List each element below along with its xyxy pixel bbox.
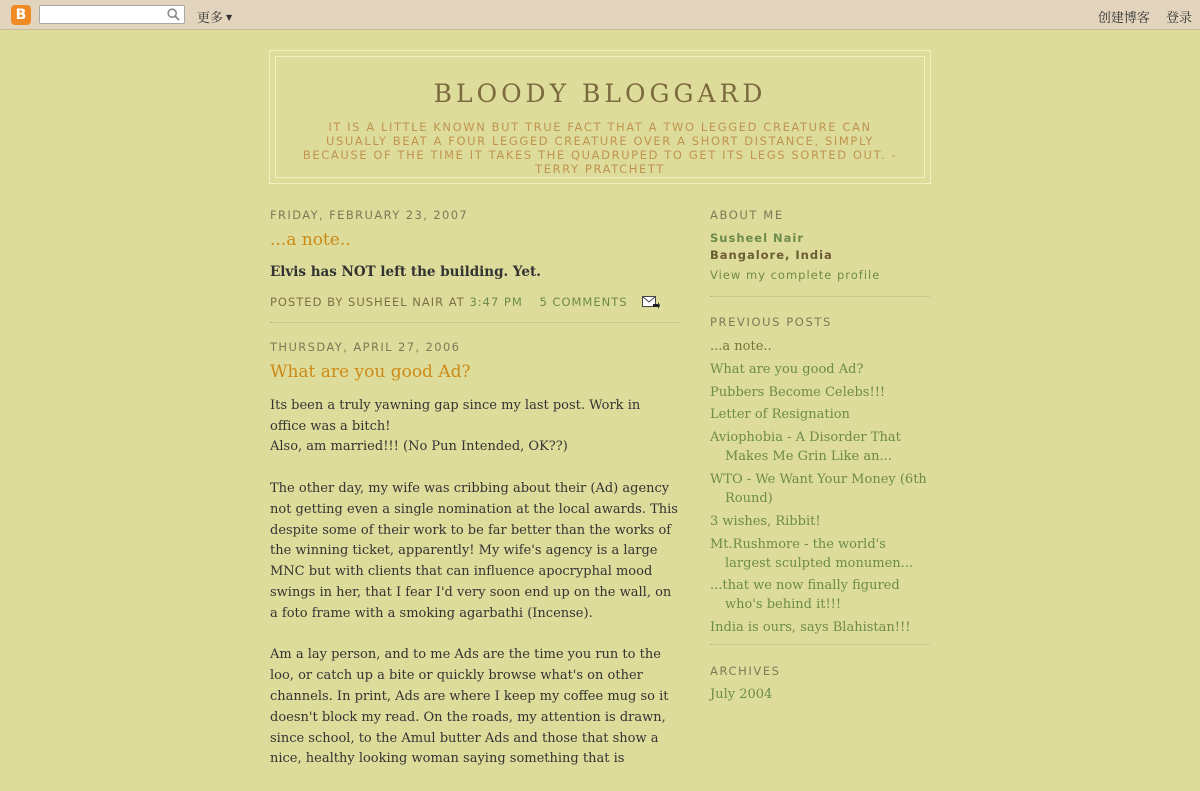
create-blog-link[interactable]: 创建博客 [1097, 11, 1150, 26]
post-paragraph: Am a lay person, and to me Ads are the time you run to the loo, or catch up a bite or quickly browse what's on other channels. In print, Ads are where I keep my coffee mug so it doesn't block my read. On the roads, my attention is drawn, since school, to the Amul butter Ads and those that show a nice, healthy looking woman saying something that is [270, 647, 669, 767]
sidebar-separator [710, 644, 930, 645]
previous-post-link[interactable]: What are you good Ad? [710, 361, 864, 377]
post-footer [270, 295, 680, 309]
search-input[interactable] [39, 5, 185, 24]
post-paragraph: Also, am married!!! (No Pun Intended, OK??) [270, 439, 568, 455]
email-post-icon[interactable] [642, 296, 660, 309]
search-icon[interactable] [167, 8, 180, 21]
comments-link[interactable]: 5 COMMENTS [539, 294, 628, 309]
about-heading: ABOUT ME [710, 208, 784, 222]
post-paragraph: Its been a truly yawning gap since my last post. Work in office was a bitch! [270, 397, 641, 434]
post-title[interactable]: ...a note.. [270, 230, 351, 250]
profile-name-link[interactable]: Susheel Nair [710, 231, 805, 245]
view-profile-link[interactable]: View my complete profile [710, 268, 881, 282]
post-body [270, 262, 680, 283]
post-date: THURSDAY, APRIL 27, 2006 [270, 339, 461, 354]
main-column [270, 208, 680, 791]
post-body [270, 396, 680, 770]
previous-post-link[interactable]: ...that we now finally figured who's behind it!!! [710, 578, 900, 613]
post-paragraph: The other day, my wife was cribbing about their (Ad) agency not getting even a single nomination at the local awards. This despite some of their work to be far better than the works of the winning ticket, apparently! My wife's agency is a large MNC but with clients that can influence apocryphal mood swings in her, that I fear I'd very soon end up on the wall, on a foto frame with a smoking agarbathi (Incense). [270, 480, 678, 621]
archives-list [710, 685, 930, 704]
previous-post-link[interactable]: WTO - We Want Your Money (6th Round) [710, 471, 927, 506]
previous-post-link[interactable]: 3 wishes, Ribbit! [710, 513, 821, 529]
previous-posts-list [710, 337, 930, 637]
sidebar [710, 208, 930, 708]
previous-posts-heading: PREVIOUS POSTS [710, 315, 832, 329]
post-time-link[interactable]: 3:47 PM [469, 294, 523, 309]
previous-post-link[interactable]: Mt.Rushmore - the world's largest sculpted monumen... [710, 536, 914, 571]
post-paragraph: Elvis has NOT left the building. Yet. [270, 264, 541, 280]
archives-heading: ARCHIVES [710, 664, 781, 679]
post-title[interactable]: What are you good Ad? [270, 361, 471, 382]
more-menu[interactable] [197, 7, 232, 26]
more-menu-label: 更多 [197, 11, 224, 26]
post-separator [270, 322, 680, 323]
blogger-navbar [0, 0, 1200, 30]
previous-post-link[interactable]: Aviophobia - A Disorder That Makes Me Grin Like an... [710, 430, 901, 465]
blog-title[interactable]: BLOODY BLOGGARD [433, 79, 767, 108]
profile-location: Bangalore, India [710, 248, 833, 262]
blog-description: IT IS A LITTLE KNOWN BUT TRUE FACT THAT A TWO LEGGED CREATURE CAN USUALLY BEAT A FOUR LEGGED CREATURE OVER A SHORT DISTANCE, SIMPLY BECAUSE OF THE TIME IT TAKES THE QUADRUPED TO GET ITS LEGS SORTED OUT. - TERRY PRATCHETT [302, 120, 898, 176]
post-date: FRIDAY, FEBRUARY 23, 2007 [270, 208, 469, 222]
login-link[interactable]: 登录 [1165, 11, 1192, 26]
previous-post-link[interactable]: ...a note.. [710, 339, 772, 354]
posted-by: POSTED BY SUSHEEL NAIR AT [270, 294, 465, 309]
blog-header-inner [275, 56, 925, 178]
sidebar-separator [710, 296, 930, 297]
archive-link[interactable]: July 2004 [710, 687, 773, 703]
previous-post-link[interactable]: India is ours, says Blahistan!!! [710, 620, 911, 636]
previous-post-link[interactable]: Letter of Resignation [710, 407, 850, 423]
chevron-down-icon: ▼ [226, 13, 233, 22]
blog-header [269, 50, 931, 184]
previous-post-link[interactable]: Pubbers Become Celebs!!! [710, 384, 886, 400]
blogger-logo-icon[interactable]: B [11, 5, 31, 25]
